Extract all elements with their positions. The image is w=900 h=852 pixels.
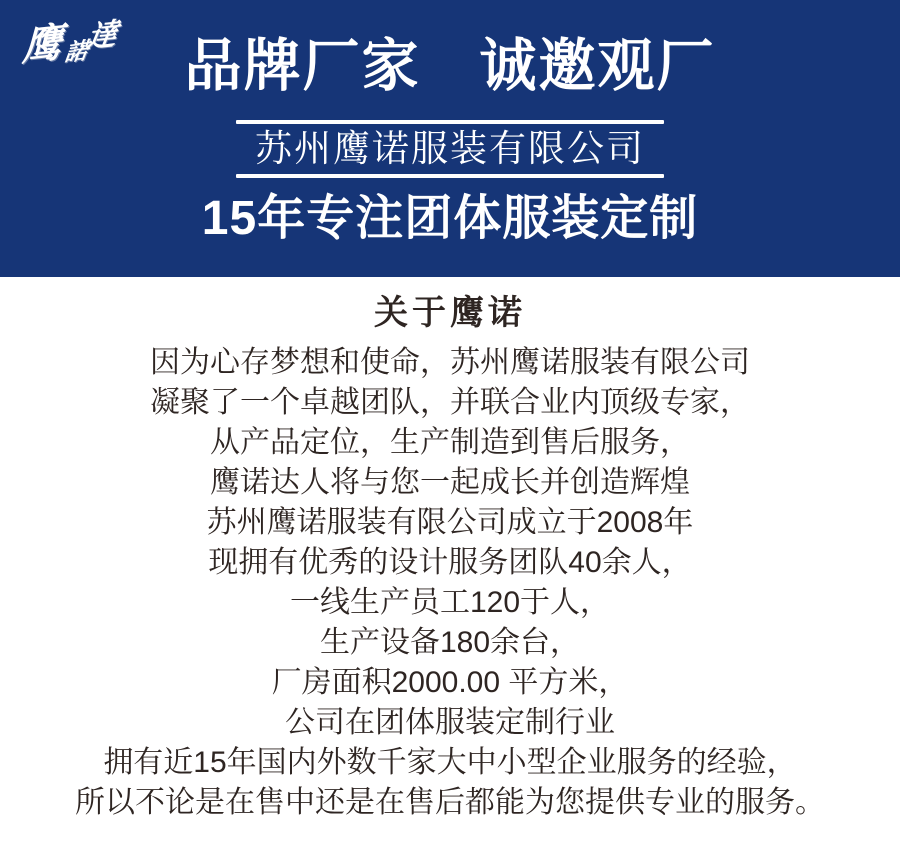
- about-line: 鹰诺达人将与您一起成长并创造辉煌: [210, 466, 690, 499]
- about-line: 公司在团体服装定制行业: [285, 706, 615, 739]
- logo-char-nuo: 諾: [63, 36, 90, 66]
- about-heading: 关于鹰诺: [374, 294, 526, 332]
- about-line: 厂房面积2000.00 平方米，: [271, 666, 629, 699]
- logo-char-ying: 鹰: [21, 20, 63, 70]
- about-line: 拥有近15年国内外数千家大中小型企业服务的经验，: [103, 746, 797, 779]
- main-title: 品牌厂家 诚邀观厂: [184, 34, 716, 98]
- about-line: 生产设备180余台，: [319, 626, 581, 659]
- about-line: 苏州鹰诺服装有限公司成立于2008年: [206, 506, 694, 539]
- company-name: 苏州鹰诺服装有限公司: [255, 128, 645, 169]
- brand-logo: [19, 5, 120, 72]
- logo-char-da: 達: [84, 17, 120, 55]
- about-line: 凝聚了一个卓越团队，并联合业内顶级专家，: [150, 386, 750, 419]
- about-line: 因为心存梦想和使命，苏州鹰诺服装有限公司: [150, 346, 750, 379]
- about-paragraph: [0, 343, 900, 823]
- header-banner: [0, 0, 900, 277]
- about-section: [0, 291, 900, 823]
- about-line: 一线生产员工120于人，: [289, 586, 611, 619]
- about-line: 现拥有优秀的设计服务团队40余人，: [208, 546, 692, 579]
- about-line: 所以不论是在售中还是在售后都能为您提供专业的服务。: [75, 786, 825, 819]
- about-line: 从产品定位，生产制造到售后服务，: [210, 426, 690, 459]
- divider-line-bottom: [236, 174, 664, 178]
- tagline: 15年专注团体服装定制: [201, 192, 699, 245]
